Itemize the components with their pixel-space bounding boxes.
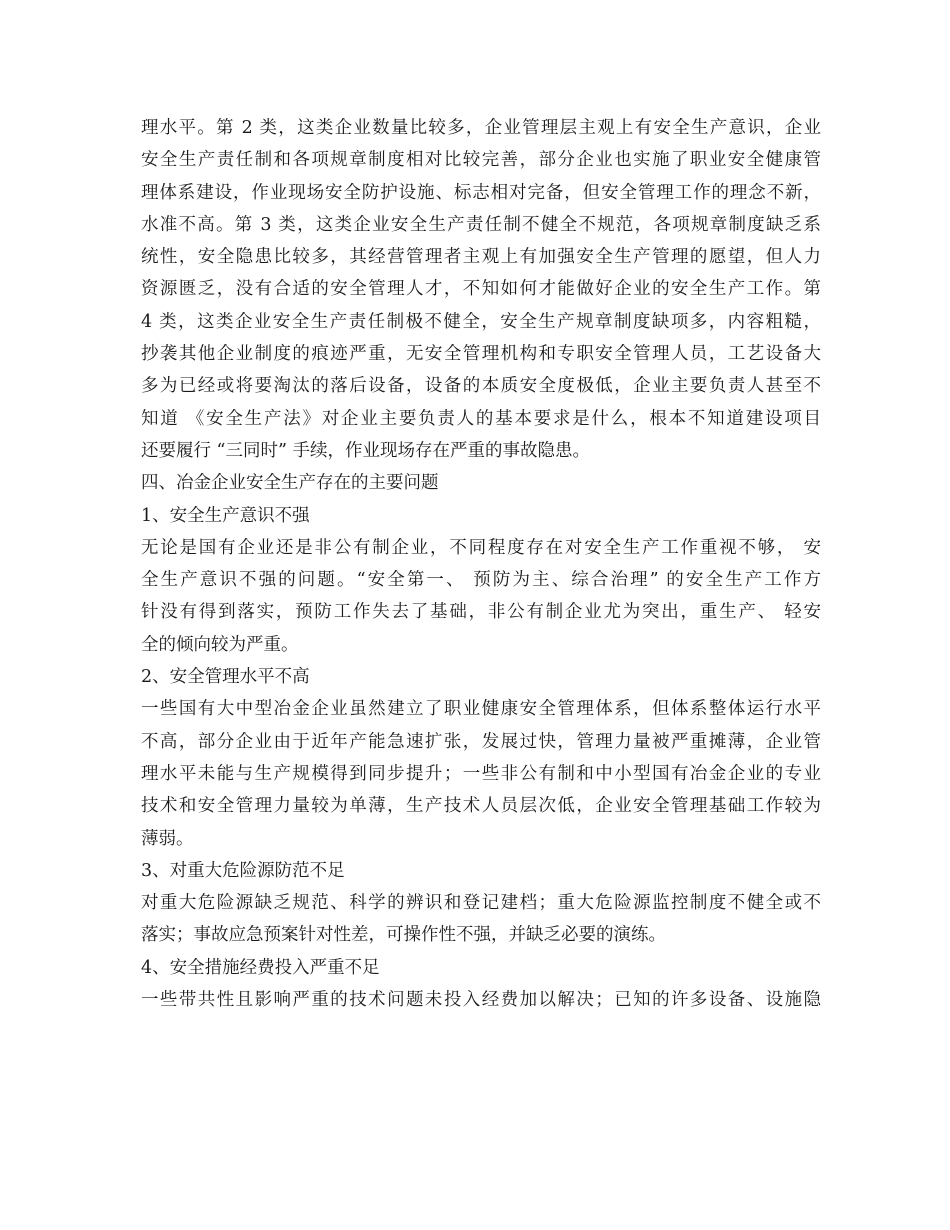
- text-line: 4、安全措施经费投入严重不足: [141, 957, 380, 978]
- text-line: 全生产意识不强的问题。“安全第一、 预防为主、综合治理” 的安全生产工作方: [141, 570, 821, 591]
- text-line: 1、安全生产意识不强: [141, 505, 310, 526]
- document-body: [141, 112, 821, 1016]
- text-line: 资源匮乏，没有合适的安全管理人才，不知如何才能做好企业的安全生产工作。第: [141, 279, 821, 300]
- text-line: 水准不高。第 3 类，这类企业安全生产责任制不健全不规范，各项规章制度缺乏系: [141, 214, 821, 235]
- text-line: 安全生产责任制和各项规章制度相对比较完善，部分企业也实施了职业安全健康管: [141, 150, 821, 171]
- text-line: 无论是国有企业还是非公有制企业，不同程度存在对安全生产工作重视不够， 安: [141, 537, 821, 558]
- text-line: 一些国有大中型冶金企业虽然建立了职业健康安全管理体系，但体系整体运行水平: [141, 699, 821, 720]
- text-line: 知道 《安全生产法》对企业主要负责人的基本要求是什么，根本不知道建设项目: [141, 408, 821, 429]
- text-line: 理水平。第 2 类，这类企业数量比较多，企业管理层主观上有安全生产意识，企业: [141, 118, 821, 138]
- text-line: 2、安全管理水平不高: [141, 667, 310, 688]
- text-line: 4 类，这类企业安全生产责任制极不健全，安全生产规章制度缺项多，内容粗糙，: [141, 311, 821, 332]
- text-line: 理体系建设，作业现场安全防护设施、标志相对完备，但安全管理工作的理念不新，: [141, 182, 821, 203]
- text-line: 四、冶金企业安全生产存在的主要问题: [141, 473, 439, 494]
- text-line: 3、对重大危险源防范不足: [141, 860, 345, 881]
- text-line: 抄袭其他企业制度的痕迹严重，无安全管理机构和专职安全管理人员，工艺设备大: [141, 344, 821, 365]
- text-line: 一些带共性且影响严重的技术问题未投入经费加以解决；已知的许多设备、设施隐: [141, 990, 821, 1011]
- text-line: 多为已经或将要淘汰的落后设备，设备的本质安全度极低，企业主要负责人甚至不: [141, 376, 821, 397]
- text-line: 不高，部分企业由于近年产能急速扩张，发展过快，管理力量被严重摊薄，企业管: [141, 731, 821, 752]
- text-line: 技术和安全管理力量较为单薄，生产技术人员层次低，企业安全管理基础工作较为: [141, 796, 821, 817]
- text-line: 还要履行 “三同时” 手续，作业现场存在严重的事故隐患。: [141, 440, 591, 461]
- text-line: 落实；事故应急预案针对性差，可操作性不强，并缺乏必要的演练。: [141, 925, 666, 946]
- text-line: 全的倾向较为严重。: [141, 634, 299, 655]
- text-line: 针没有得到落实，预防工作失去了基础，非公有制企业尤为突出，重生产、 轻安: [141, 602, 821, 623]
- text-line: 对重大危险源缺乏规范、科学的辨识和登记建档；重大危险源监控制度不健全或不: [141, 893, 821, 914]
- text-line: 统性，安全隐患比较多，其经营管理者主观上有加强安全生产管理的愿望，但人力: [141, 247, 821, 268]
- text-line: 理水平未能与生产规模得到同步提升；一些非公有制和中小型国有冶金企业的专业: [141, 763, 821, 784]
- text-line: 薄弱。: [141, 828, 194, 849]
